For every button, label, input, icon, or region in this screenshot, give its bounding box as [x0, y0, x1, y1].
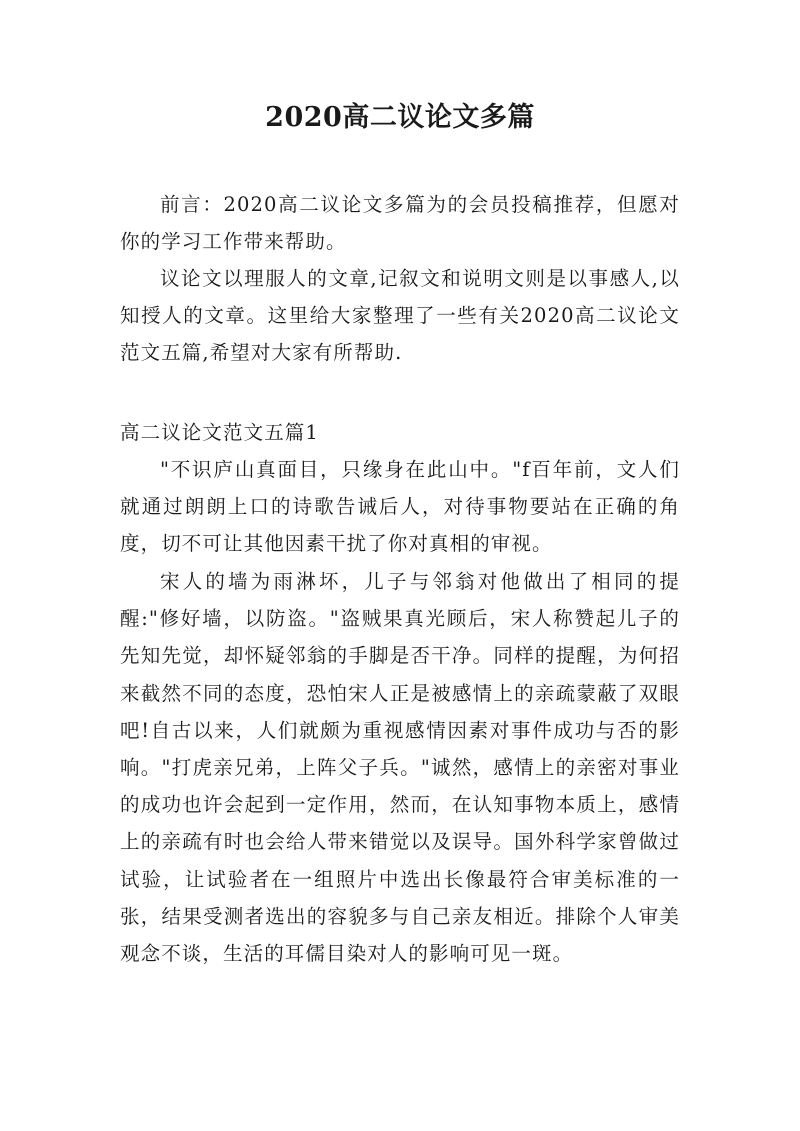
preface-paragraph: 前言：2020高二议论文多篇为的会员投稿推荐，但愿对你的学习工作带来帮助。	[120, 193, 680, 254]
body-paragraph-1: "不识庐山真面目，只缘身在此山中。"f百年前，文人们就通过朗朗上口的诗歌告诫后人，对待事物要站在正确的角度，切不可让其他因素干扰了你对真相的审视。	[120, 458, 680, 556]
body-paragraph-2: 宋人的墙为雨淋坏，儿子与邻翁对他做出了相同的提醒:"修好墙，以防盗。"盗贼果真光顾后，宋人称赞起儿子的先知先觉，却怀疑邻翁的手脚是否干净。同样的提醒，为何招来截然不同的态度，恐怕宋人正是被感情上的亲疏蒙蔽了双眼吧!自古以来，人们就颇为重视感情因素对事件成功与否的影响。"打虎亲兄弟，上阵父子兵。"诚然，感情上的亲密对事业的成功也许会起到一定作用，然而，在认知事物本质上，感情上的亲疏有时也会给人带来错觉以及误导。国外科学家曾做过试验，让试验者在一组照片中选出长像最符合审美标准的一张，结果受测者选出的容貌多与自己亲友相近。排除个人审美观念不谈，生活的耳儒目染对人的影响可见一斑。	[120, 570, 680, 966]
section-heading: 高二议论文范文五篇1	[120, 421, 319, 444]
document-title: 2020高二议论文多篇	[265, 102, 535, 133]
intro-paragraph: 议论文以理服人的文章,记叙文和说明文则是以事感人,以知授人的文章。这里给大家整理了一些有关2020高二议论文范文五篇,希望对大家有所帮助.	[120, 267, 680, 365]
